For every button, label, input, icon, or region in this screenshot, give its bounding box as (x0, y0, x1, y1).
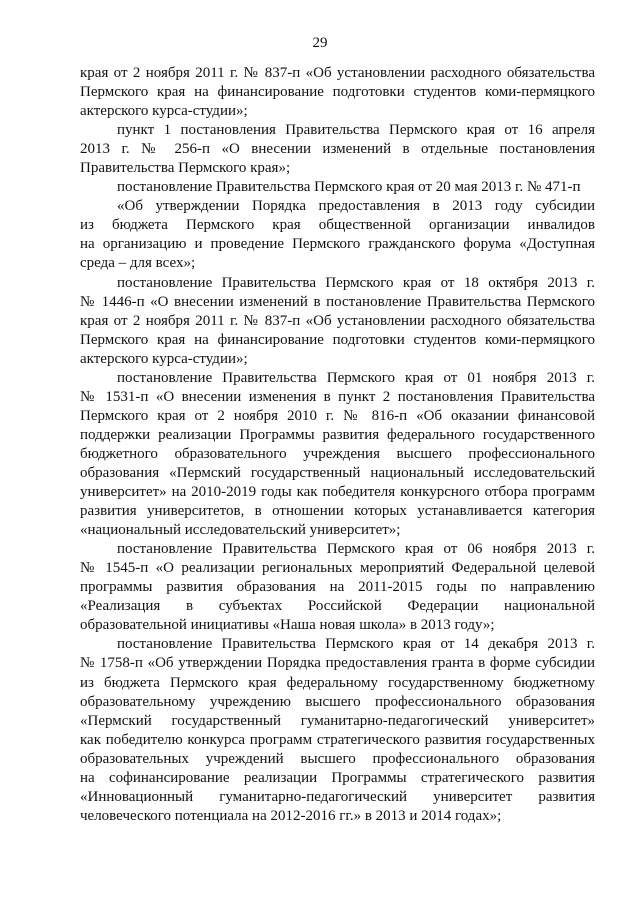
text-line: пункт 1 постановления Правительства Пермского края от 16 апреля (117, 122, 595, 139)
text-line: на софинансирование реализации Программы стратегического развития (80, 769, 595, 786)
text-line: «Пермский государственный гуманитарно-педагогический университет» (80, 712, 595, 729)
text-line: 2013 г. № 256-п «О внесении изменений в отдельные постановления (80, 141, 595, 158)
text-line: постановление Правительства Пермского края от 06 ноября 2013 г. (117, 541, 595, 558)
text-line: постановление Правительства Пермского края от 14 декабря 2013 г. (117, 636, 595, 653)
text-line: Пермского края от 2 ноября 2010 г. № 816-п «Об оказании финансовой (80, 407, 595, 424)
text-line: № 1545-п «О реализации региональных мероприятий Федеральной целевой (80, 560, 595, 577)
document-body (80, 64, 595, 826)
text-line: программы развития образования на 2011-2015 годы по направлению (80, 579, 595, 596)
text-line: Пермского края на финансирование подготовки студентов коми-пермяцкого (80, 84, 595, 101)
text-line: постановление Правительства Пермского края от 18 октября 2013 г. (117, 274, 595, 291)
text-line: актерского курса-студии»; (80, 350, 248, 367)
text-line: Пермского края на финансирование подготовки студентов коми-пермяцкого (80, 331, 595, 348)
text-line: из бюджета Пермского края общественной организации инвалидов (80, 217, 595, 234)
text-line: образовательной инициативы «Наша новая школа» в 2013 году»; (80, 617, 495, 634)
page-number: 29 (312, 35, 328, 51)
text-line: № 1446-п «О внесении изменений в постановление Правительства Пермского (80, 293, 595, 310)
text-line: поддержки реализации Программы развития федерального государственного (80, 426, 595, 443)
text-line: образовательных учреждений высшего профессионального образования (80, 750, 595, 767)
text-line: № 1758-п «Об утверждении Порядка предоставления гранта в форме субсидии (80, 655, 595, 672)
text-line: развития университетов, в отношении которых устанавливается категория (80, 503, 595, 520)
text-line: образования «Пермский государственный национальный исследовательский (80, 464, 595, 481)
text-line: Правительства Пермского края»; (80, 160, 291, 177)
text-line: бюджетного образовательного учреждения высшего профессионального (80, 445, 595, 462)
text-line: среда – для всех»; (80, 255, 196, 272)
text-line: человеческого потенциала на 2012-2016 гг.» в 2013 и 2014 годах»; (80, 807, 502, 824)
text-line: из бюджета Пермского края федеральному государственному бюджетному (80, 674, 595, 691)
text-line: края от 2 ноября 2011 г. № 837-п «Об установлении расходного обязательства (80, 312, 595, 329)
text-line: «Инновационный гуманитарно-педагогический университет развития (80, 788, 595, 805)
text-line: постановление Правительства Пермского края от 01 ноября 2013 г. (117, 369, 595, 386)
text-line: «национальный исследовательский университет»; (80, 522, 401, 539)
text-line: «Об утверждении Порядка предоставления в 2013 году субсидии (117, 198, 595, 215)
text-line: как победителю конкурса программ стратегического развития государственных (80, 731, 595, 748)
text-line: образовательному учреждению высшего профессионального образования (80, 693, 595, 710)
text-line: № 1531-п «О внесении изменения в пункт 2 постановления Правительства (80, 388, 595, 405)
text-line: на организацию и проведение Пермского гражданского форума «Доступная (80, 236, 595, 253)
text-line: актерского курса-студии»; (80, 103, 248, 120)
text-line: университет» на 2010-2019 годы как победителя конкурсного отбора программ (80, 484, 595, 501)
text-line: постановление Правительства Пермского края от 20 мая 2013 г. № 471-п (117, 179, 581, 196)
text-line: «Реализация в субъектах Российской Федерации национальной (80, 598, 595, 615)
text-line: края от 2 ноября 2011 г. № 837-п «Об установлении расходного обязательства (80, 65, 595, 81)
